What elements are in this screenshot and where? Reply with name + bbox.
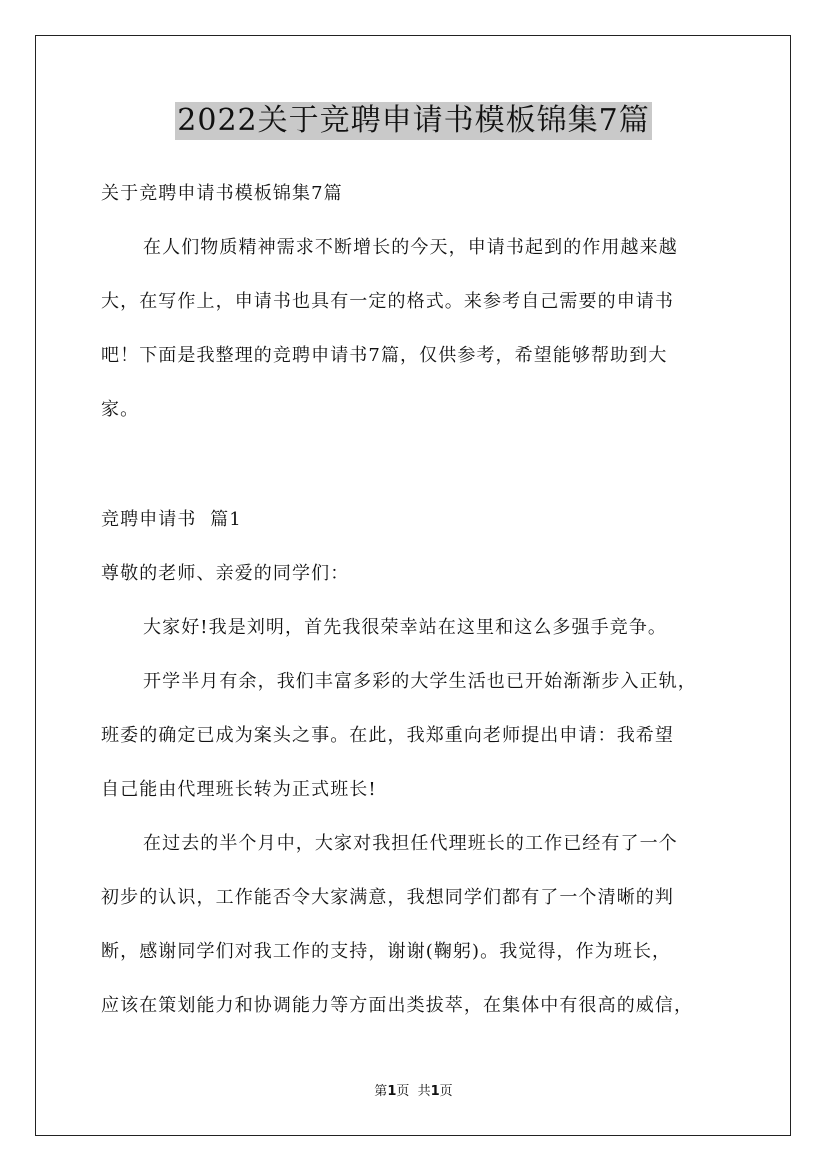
body-line: 自己能由代理班长转为正式班长! <box>101 779 377 800</box>
intro-line: 家。 <box>101 399 140 420</box>
page-footer <box>0 1083 827 1101</box>
footer-suffix: 页 <box>439 1084 453 1099</box>
body-line: 断，感谢同学们对我工作的支持，谢谢(鞠躬)。我觉得，作为班长， <box>101 941 672 962</box>
title-container <box>0 102 827 140</box>
footer-prefix: 第 <box>374 1084 388 1099</box>
section-heading: 竞聘申请书 篇1 <box>101 509 242 530</box>
intro-line: 吧！下面是我整理的竞聘申请书7篇，仅供参考，希望能够帮助到大 <box>101 345 668 366</box>
intro-line: 大，在写作上，申请书也具有一定的格式。来参考自己需要的申请书 <box>101 291 674 312</box>
body-line: 应该在策划能力和协调能力等方面出类拔萃，在集体中有很高的威信， <box>101 995 694 1016</box>
footer-middle: 页 共 <box>396 1084 431 1099</box>
body-line: 在过去的半个月中，大家对我担任代理班长的工作已经有了一个 <box>143 833 678 854</box>
document-title: 2022关于竞聘申请书模板锦集7篇 <box>177 103 650 138</box>
intro-line: 在人们物质精神需求不断增长的今天，申请书起到的作用越来越 <box>143 237 678 258</box>
footer-page-number: 1 <box>387 1084 397 1099</box>
body-line: 开学半月有余，我们丰富多彩的大学生活也已开始渐渐步入正轨， <box>143 671 697 692</box>
body-line: 大家好!我是刘明，首先我很荣幸站在这里和这么多强手竞争。 <box>143 617 668 638</box>
body-line: 初步的认识，工作能否令大家满意，我想同学们都有了一个清晰的判 <box>101 887 674 908</box>
salutation: 尊敬的老师、亲爱的同学们： <box>101 563 350 584</box>
footer-total-pages: 1 <box>430 1084 440 1099</box>
document-subtitle: 关于竞聘申请书模板锦集7篇 <box>101 183 343 204</box>
body-line: 班委的确定已成为案头之事。在此，我郑重向老师提出申请：我希望 <box>101 725 674 746</box>
